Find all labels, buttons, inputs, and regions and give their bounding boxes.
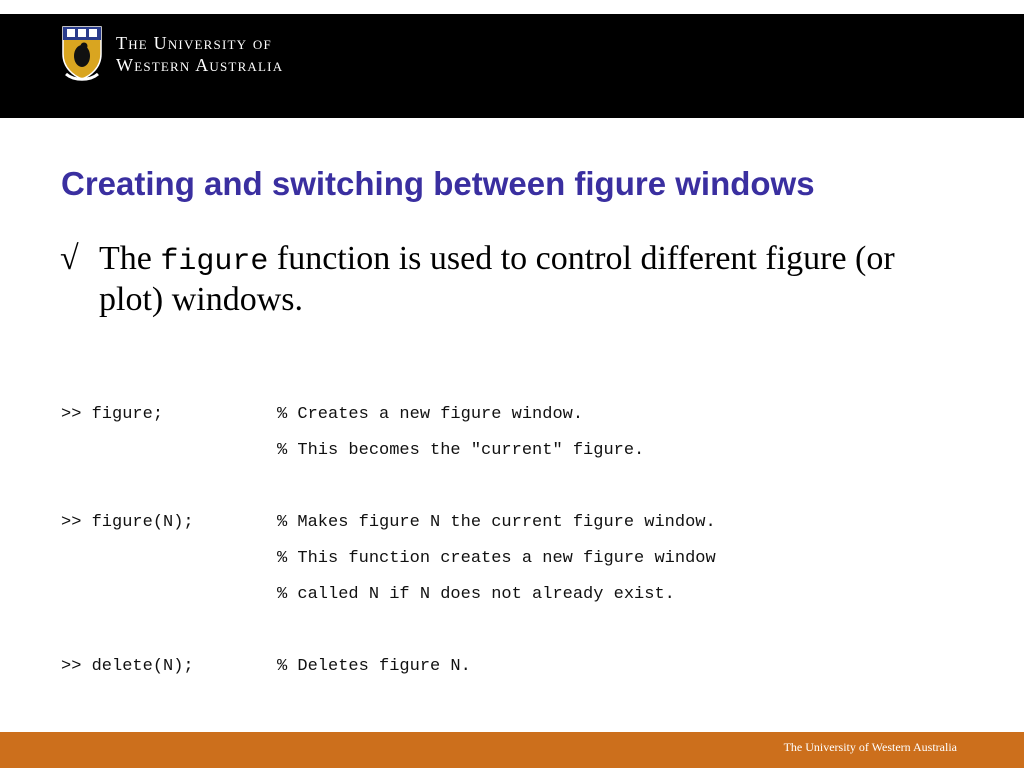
code-comment: % Makes figure N the current figure window. (277, 513, 716, 532)
code-line (61, 405, 584, 441)
bullet-item (60, 240, 920, 319)
code-command: >> figure(N); (61, 513, 194, 532)
university-name (116, 32, 283, 76)
code-comment: % Deletes figure N. (277, 657, 471, 676)
university-crest-logo (60, 24, 104, 82)
code-comment: % This function creates a new figure window (277, 549, 716, 568)
code-line (61, 441, 645, 477)
footer-text: The University of Western Australia (783, 740, 957, 754)
university-name-line-1: The University of (116, 33, 272, 53)
bullet-code-term: figure (160, 245, 269, 279)
code-line (61, 585, 675, 621)
university-name-line-2: Western Australia (116, 55, 284, 75)
code-line (61, 657, 471, 693)
code-comment: % This becomes the "current" figure. (277, 441, 645, 460)
top-strip (0, 0, 1024, 14)
code-block (61, 405, 716, 693)
checkmark-bullet-icon: √ (60, 240, 79, 277)
bullet-text-after: function is used to control different figure (or plot) windows. (99, 240, 895, 318)
bullet-text (99, 240, 920, 319)
code-comment: % called N if N does not already exist. (277, 585, 675, 604)
code-line-blank (61, 621, 102, 657)
code-line (61, 513, 716, 549)
code-comment: % Creates a new figure window. (277, 405, 584, 424)
code-command: >> delete(N); (61, 657, 194, 676)
code-command: >> figure; (61, 405, 164, 424)
slide-title: Creating and switching between figure windows (61, 165, 815, 202)
code-line-blank (61, 477, 102, 513)
footer-bar (0, 732, 1024, 768)
bullet-text-before: The (99, 240, 161, 277)
code-line (61, 549, 716, 585)
